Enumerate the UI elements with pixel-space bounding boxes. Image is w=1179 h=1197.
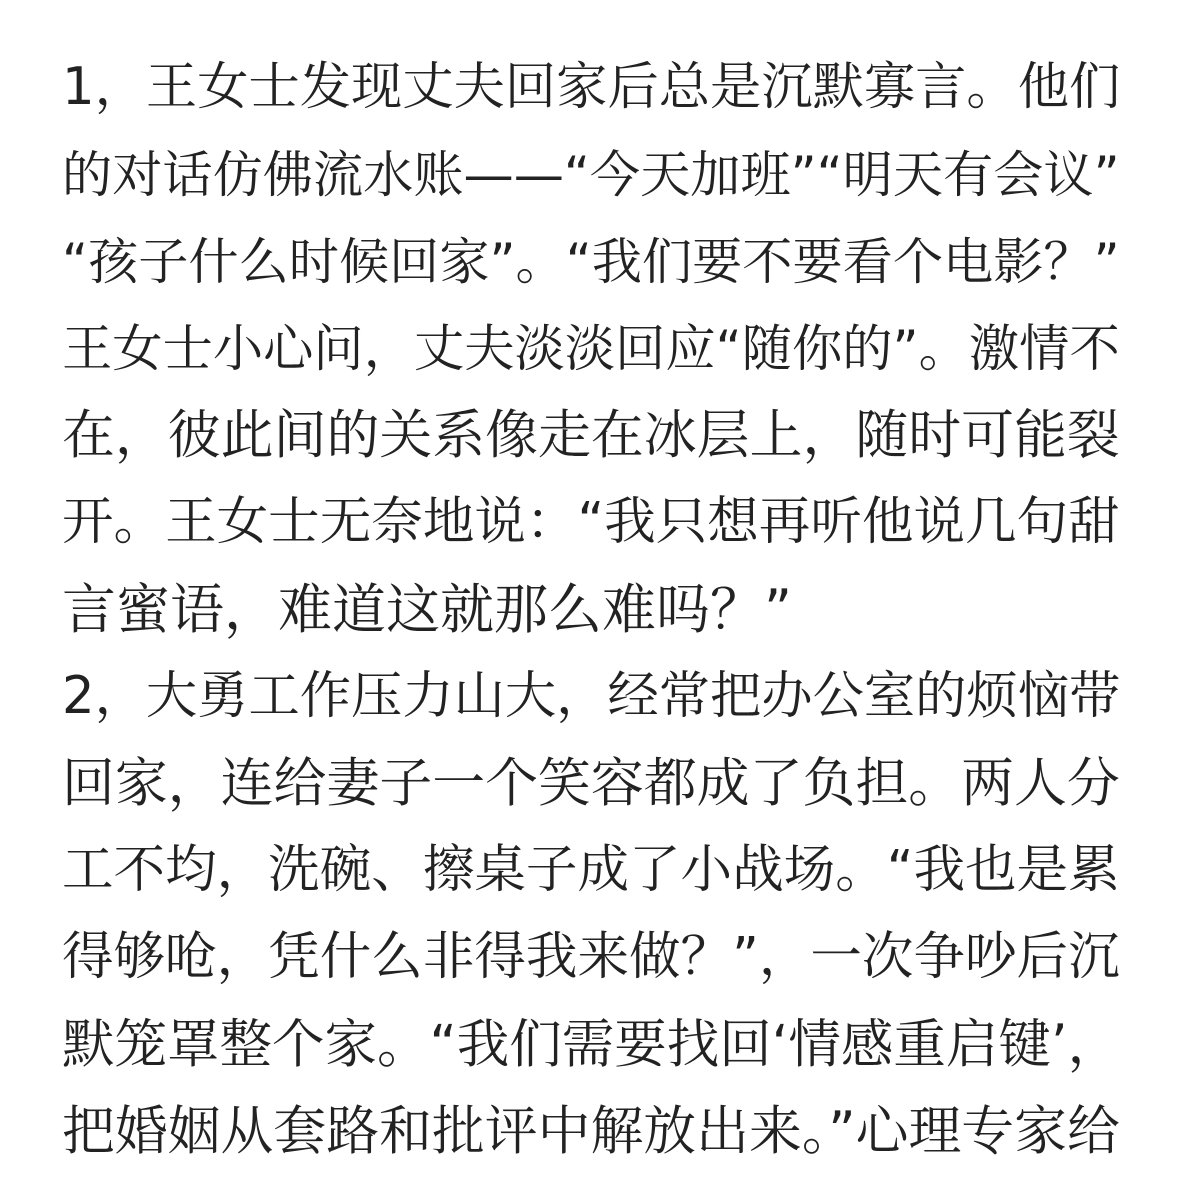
paragraph-line: 开。王女士无奈地说：“我只想再听他说几句甜 [62, 492, 1120, 552]
paragraph-line: 言蜜语，难道这就那么难吗？” [62, 578, 792, 641]
article-body [62, 44, 1120, 1175]
paragraph-line: 在，彼此间的关系像走在冰层上，随时可能裂 [62, 405, 1120, 466]
paragraph-line: 2，大勇工作压力山大，经常把办公室的烦恼带 [62, 666, 1121, 726]
paragraph-line: “孩子什么时候回家”。“我们要不要看个电影？” [62, 232, 1120, 291]
paragraph-line: 工不均，洗碗、擦桌子成了小战场。“我也是累 [62, 840, 1120, 900]
paragraph-line: 王女士小心问，丈夫淡淡回应“随你的”。激情不 [62, 319, 1120, 378]
paragraph-line: 1，王女士发现丈夫回家后总是沉默寡言。他们 [62, 57, 1121, 117]
paragraph-line: 回家，连给妻子一个笑容都成了负担。两人分 [62, 753, 1120, 814]
paragraph-line: 的对话仿佛流水账——“今天加班”“明天有会议” [62, 145, 1120, 204]
paragraph-line: 得够呛，凭什么非得我来做？”，一次争吵后沉 [62, 927, 1120, 987]
paragraph-2 [62, 653, 1120, 1175]
paragraph-line: 把婚姻从套路和批评中解放出来。”心理专家给 [62, 1101, 1120, 1162]
paragraph-1 [62, 44, 1120, 653]
paragraph-line: 默笼罩整个家。“我们需要找回‘情感重启键’， [62, 1014, 1121, 1075]
